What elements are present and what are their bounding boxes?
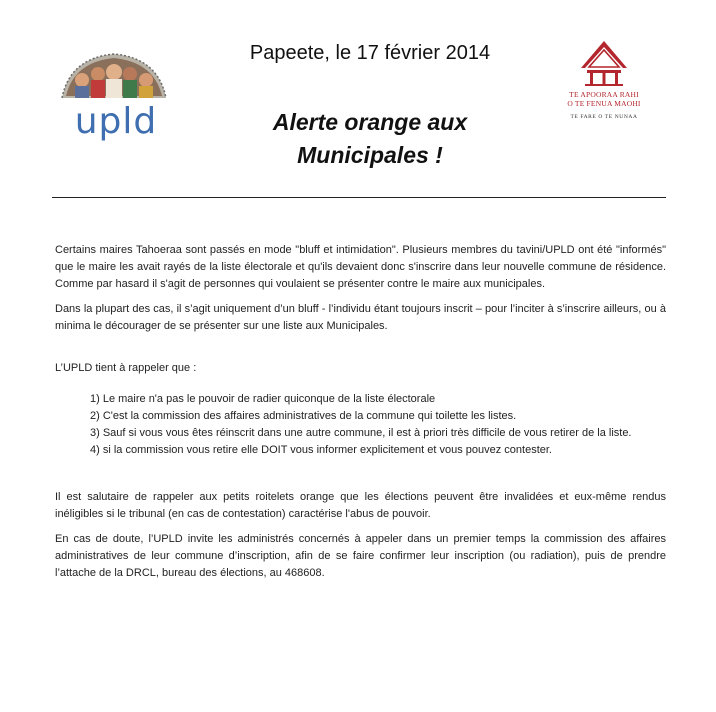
paragraph-4: En cas de doute, l’UPLD invite les administrés concernés à appeler dans un premier temps la commission des affaires administratives de leur commune d’inscription, afin de se faire confirmer leur inscription (ou radiation), puis de prendre l’attache de la DRCL, bureau des élections, au 468608. [55, 533, 666, 579]
list-item: 3) Sauf si vous vous êtes réinscrit dans une autre commune, il est à priori très difficile de vous retirer de la liste. [90, 427, 632, 439]
date-line: Papeete, le 17 février 2014 [249, 42, 491, 64]
tapo-name-line-1: TE APOORAA RAHI [569, 90, 639, 99]
header-divider [52, 197, 666, 198]
title-line-1: Alerte orange aux [272, 109, 468, 135]
paragraph-1: Certains maires Tahoeraa sont passés en mode "bluff et intimidation". Plusieurs membres du tavini/UPLD ont été "informés" que le maire les avait rayés de la liste électorale et qu'ils devaient donc s'inscrire dans leur nouvelle commune de résidence. Comme par hasard il s'agit de personnes qui voulaient se présenter contre le maire aux municipales. [55, 244, 666, 290]
tapo-logo [556, 38, 652, 138]
tapo-tagline: TE FARE O TE NUNAA [570, 114, 638, 120]
reminder-list [90, 391, 666, 459]
document-body [55, 242, 666, 582]
list-item: 1) Le maire n'a pas le pouvoir de radier quiconque de la liste électorale [90, 393, 436, 405]
list-item: 2) C'est la commission des affaires administratives de la commune qui toilette les listes. [90, 410, 517, 422]
title-line-2: Municipales ! [297, 142, 443, 168]
paragraph-3: Il est salutaire de rappeler aux petits roitelets orange que les élections peuvent être invalidées et eux-même rendus inéligibles si le tribunal (en cas de contestation) caractérise l'abus de pouvoir. [55, 491, 666, 520]
upld-wordmark: upld [74, 101, 158, 142]
list-intro: L’UPLD tient à rappeler que : [55, 362, 197, 374]
tapo-name-line-2: O TE FENUA MAOHI [567, 99, 641, 108]
tapo-name [556, 90, 652, 108]
fare-icon [575, 38, 633, 88]
document-title [200, 106, 540, 172]
upld-photo-band-icon [60, 50, 168, 102]
list-item: 4) si la commission vous retire elle DOIT vous informer explicitement et vous pouvez contester. [90, 444, 552, 456]
paragraph-2: Dans la plupart des cas, il s’agit uniquement d’un bluff - l’individu étant toujours inscrit – pour l’inciter à s’inscrire ailleurs, ou à minima le décourager de se présenter sur une liste aux Municipales. [55, 303, 666, 332]
upld-logo [58, 40, 170, 152]
